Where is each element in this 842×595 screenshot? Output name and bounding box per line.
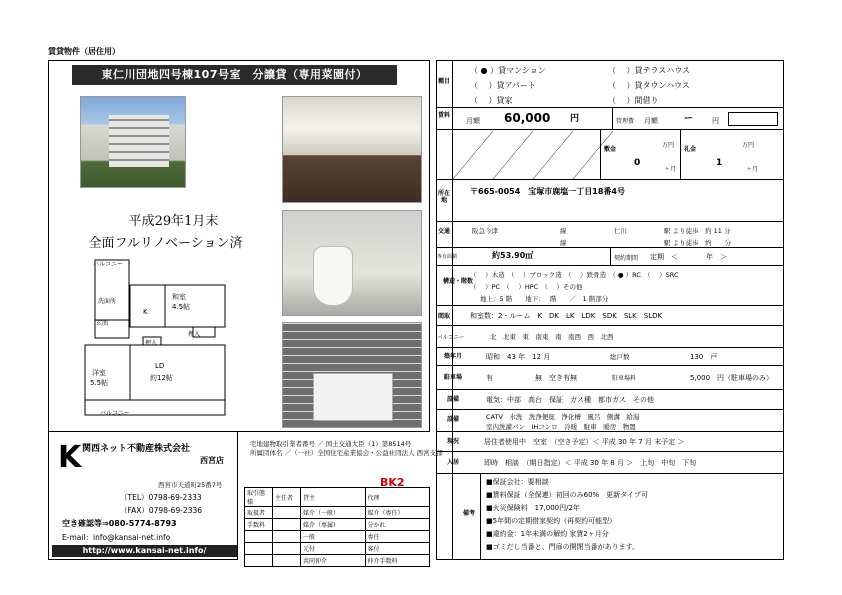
transport-line-1: 阪急今津: [472, 227, 498, 235]
deposit-unit-man: 万円: [662, 142, 675, 149]
deal-opt-10: 客付: [365, 543, 430, 555]
floorplan-balcony-bottom: バルコニー: [100, 410, 131, 417]
floorplan-closet-2: 押入: [145, 340, 158, 347]
floorplan-closet-1: 押入: [188, 331, 201, 338]
contract-value: 定期 ＜ 年 ＞: [650, 253, 727, 261]
remark-5: ■違約金：1年未満の解約 家賃2ヶ月分: [486, 530, 609, 538]
mgmt-unit: 円: [712, 117, 719, 125]
company-name: 関西ネット不動産株式会社: [82, 444, 191, 454]
deal-opt-12: 仲介手数料: [365, 555, 430, 567]
status-value: 居住者使用中 空室 （空き予定）＜ 平成 30 年 7 月 末予定 ＞: [484, 438, 685, 446]
deal-opt-5: 媒介（専属）: [301, 519, 366, 531]
rent-label: 賃料: [437, 112, 450, 119]
remark-4: ■5年間の定期借家契約（再契約可能型）: [486, 517, 617, 525]
deal-opt-7: 一般: [301, 531, 366, 543]
rent-unit: 円: [570, 114, 580, 124]
transport-label: 交通: [437, 228, 450, 235]
equipment-label: 設備: [446, 416, 459, 423]
floorplan-washroom: 洗面所: [98, 298, 117, 305]
mgmt-value: ー: [684, 114, 694, 124]
layout-label: 間取: [437, 313, 450, 320]
license-association: 所属団体名 ／（一社）全国住宅産業協会・公益社団法人 西宮支部: [250, 449, 443, 457]
listing-code: BK2: [380, 476, 405, 489]
equipment-line-1: CATV 水洗 洗浄便座 浄化槽 風呂 側溝 給湯: [486, 413, 640, 421]
company-vacancy-contact: 空き確認等⇒080-5774-8793: [62, 519, 177, 528]
deal-table: [244, 487, 430, 567]
floorplan-ld-size: 約12帖: [150, 374, 173, 382]
listing-title: 東仁川団地四号棟107号室 分譲貸（専用菜園付）: [72, 65, 397, 85]
facility-label: 設備: [446, 396, 459, 403]
company-fax: （FAX）0798-69-2336: [120, 506, 203, 515]
location-value: 〒665-0054 宝塚市鹿塩一丁目18番4号: [470, 187, 625, 196]
location-label: 所在地: [437, 190, 450, 204]
remark-3: ■火災保険料 17,000円/2年: [486, 504, 580, 512]
structure-line-1: （ ）木造 （ ）ブロック造 （ ）鉄骨造 （ ● ）RC （ ）SRC: [470, 271, 679, 279]
built-value: 昭和 43 年 12 月: [486, 353, 551, 361]
remark-2: ■賃料保証（全保連）初回のみ60% 更新タイプ可: [486, 491, 648, 499]
toilet-photo: [282, 210, 422, 316]
status-label: 現況: [446, 438, 459, 445]
type-label: 種目: [437, 78, 450, 85]
mgmt-label: 管理費: [616, 118, 635, 125]
transport-station-2-walk: 駅 より徒歩 約 分: [664, 239, 732, 247]
company-tel: （TEL）0798-69-2333: [120, 493, 202, 502]
license-info: [250, 440, 443, 458]
bathroom-photo: [282, 322, 422, 428]
key-unit-man: 万円: [742, 142, 755, 149]
key-months: ヶ月: [746, 166, 759, 173]
area-label: 専有面積: [437, 254, 458, 260]
floorplan-ld: LD: [155, 362, 165, 370]
floorplan-washitsu-size: 4.5帖: [172, 303, 191, 311]
type-option-5: （ ）貸タウンハウス: [608, 81, 690, 90]
type-option-4: （ ）貸テラスハウス: [608, 66, 691, 75]
balcony-label: バルコニー: [437, 335, 465, 341]
deal-opt-8: 専任: [365, 531, 430, 543]
deal-opt-9: 元付: [301, 543, 366, 555]
transport-line-2-suffix: 線: [560, 239, 567, 247]
deal-shunin-label: 主任者: [273, 488, 301, 507]
deal-torihiki-label: 取引態様: [245, 488, 273, 507]
structure-line-2: （ ）PC （ ）HPC （ ）その他: [470, 283, 583, 291]
units-label: 総戸数: [610, 353, 630, 361]
remarks-label: 備考: [462, 510, 475, 517]
transport-line-1-suffix: 線: [560, 227, 567, 235]
page-category: 賃貸物件（居住用）: [48, 47, 120, 56]
move-in-value: 即時 相談 （期日指定）＜ 平成 30 年 8 月 ＞ 上旬 中旬 下旬: [484, 459, 697, 467]
type-option-1: （ ● ）貸マンション: [470, 66, 546, 75]
area-value: 約53.90㎡: [492, 251, 534, 260]
structure-line-3: 地上：5 階 地下： 階 ／ 1 階部分: [480, 295, 609, 303]
parking-value: 有 無 空き有無: [486, 374, 577, 382]
floorplan-yoshitsu: 洋室: [92, 369, 106, 377]
deal-opt-1: 貸主: [301, 488, 366, 507]
structure-label: 構造・階数: [442, 278, 473, 285]
floorplan: [75, 255, 275, 425]
deal-opt-3: 媒介（一般）: [301, 507, 366, 519]
deposit-months: ヶ月: [664, 166, 677, 173]
kitchen-photo: [282, 96, 422, 203]
deal-opt-11: 共同仲介: [301, 555, 366, 567]
deal-opt-6: 分かれ: [365, 519, 430, 531]
license-number: 宅地建物取引業者番号 ／ 国土交通大臣（1）第8514号: [250, 440, 412, 448]
type-option-3: （ ）貸家: [470, 96, 513, 105]
transport-station-1-walk: 駅 より徒歩 約 11 分: [664, 227, 731, 235]
units-value: 130 戸: [690, 353, 718, 361]
key-money-label: 礼金: [683, 146, 696, 153]
parking-fee-value: 5,000 円（駐車場のみ）: [690, 374, 774, 382]
floorplan-entrance: 玄関: [96, 320, 109, 327]
company-address: 西宮市天道町25番7号: [158, 481, 223, 489]
facility-line-1: 電気：中部 高台 保証 ガス種 都市ガス その他: [486, 396, 654, 404]
parking-label: 駐車場: [443, 374, 462, 381]
renovation-note: 全面フルリノベーション済: [88, 236, 243, 251]
floorplan-washitsu: 和室: [172, 293, 186, 301]
deposit-diagonal-lines: [453, 131, 613, 179]
balcony-value: 北 北東 東 南東 南 南西 西 北西: [490, 333, 614, 341]
floorplan-balcony-top: バルコニー: [93, 261, 124, 268]
company-url[interactable]: http://www.kansai-net.info/: [52, 545, 237, 557]
company-email: E-mail：info@kansai-net.info: [62, 533, 171, 542]
mgmt-month-label: 月額: [644, 117, 658, 125]
building-exterior-photo: [80, 96, 186, 188]
company-logo: K: [58, 440, 82, 475]
deal-torihikisha-label: 取扱者: [245, 507, 273, 519]
rent-value: 60,000: [504, 111, 551, 125]
deposit-value: 0: [634, 158, 641, 168]
parking-fee-label: 駐車場料: [612, 375, 637, 382]
type-option-6: （ ）間借り: [608, 96, 659, 105]
company-branch: 西宮店: [200, 456, 224, 465]
deal-opt-2: 代理: [365, 488, 430, 507]
deposit-label: 敷金: [603, 146, 616, 153]
transport-station-1: 仁川: [614, 227, 627, 235]
deal-fee-label: 手数料: [245, 519, 273, 531]
move-in-label: 入居: [446, 459, 459, 466]
type-option-2: （ ）貸アパート: [470, 81, 536, 90]
contract-label: 契約期間: [614, 255, 639, 262]
renovation-date: 平成29年1月末: [128, 214, 219, 229]
built-label: 築年月: [443, 353, 462, 360]
floorplan-kitchen: K: [143, 308, 148, 316]
key-value: 1: [716, 158, 723, 168]
rent-month-label: 月額: [466, 117, 480, 125]
remark-1: ■保証会社：要相談: [486, 478, 549, 486]
floorplan-yoshitsu-size: 5.5帖: [90, 379, 109, 387]
equipment-line-2: 室内洗濯パン IHコンロ 冷暖 駐車 暖房 物置: [486, 423, 636, 431]
deal-opt-4: 媒介（専任）: [365, 507, 430, 519]
remark-6: ■ゴミだし当番と、門扉の開閉当番があります。: [486, 543, 640, 551]
layout-value: 和室数：2・ルーム K DK LK LDK SDK SLK SLDK: [470, 312, 663, 320]
